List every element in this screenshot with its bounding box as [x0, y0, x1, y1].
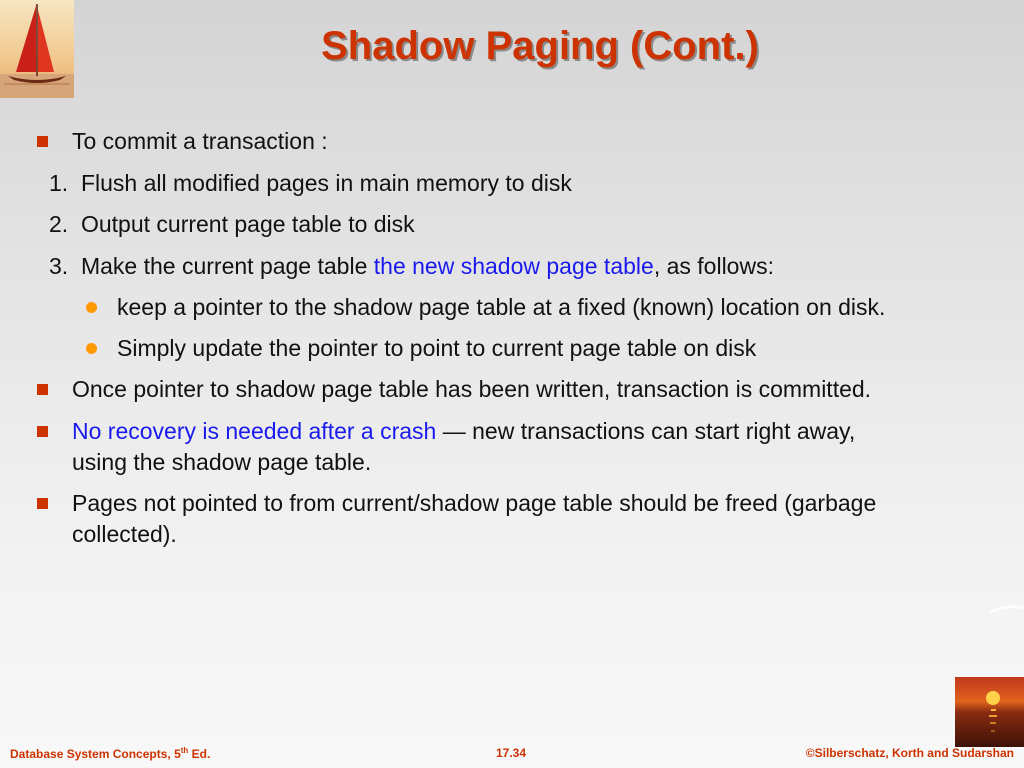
item-number: 1.: [49, 170, 69, 196]
item-number: 3.: [49, 253, 69, 279]
square-bullet-icon: [37, 426, 48, 437]
bullet-text-continued: using the shadow page table.: [72, 449, 372, 475]
bullet-text-rest: — new transactions can start right away,: [436, 418, 856, 444]
bullet-text-continued: collected).: [72, 521, 177, 547]
swoosh-decoration-icon: [990, 600, 1024, 620]
item-text: , as follows:: [653, 253, 774, 279]
footer-edition-sup: th: [180, 746, 189, 755]
square-bullet-icon: [37, 498, 48, 509]
highlighted-text: the new shadow page table: [373, 253, 654, 279]
item-text: Make the current page table: [80, 253, 374, 279]
footer-book-title: Database System Concepts, 5: [10, 747, 181, 761]
footer-copyright: ©Silberschatz, Korth and Sudarshan: [805, 746, 1014, 760]
numbered-item: [49, 252, 774, 280]
item-text: Flush all modified pages in main memory to disk: [80, 170, 572, 196]
item-text: Output current page table to disk: [80, 211, 415, 237]
sunset-logo-icon: [955, 677, 1024, 747]
round-bullet-icon: [86, 343, 97, 354]
highlighted-text: No recovery is needed after a crash: [72, 418, 437, 444]
bullet-text: To commit a transaction :: [72, 128, 328, 154]
slide-number: 17.34: [496, 746, 527, 760]
numbered-item: [49, 169, 572, 197]
bullet-text: [72, 417, 855, 445]
slide-title: Shadow Paging (Cont.): [321, 24, 759, 68]
sub-bullet-text: Simply update the pointer to point to current page table on disk: [117, 335, 757, 361]
sub-bullet-text: keep a pointer to the shadow page table at a fixed (known) location on disk.: [117, 294, 886, 320]
square-bullet-icon: [37, 136, 48, 147]
item-number: 2.: [49, 211, 69, 237]
round-bullet-icon: [86, 302, 97, 313]
bullet-text: Pages not pointed to from current/shadow page table should be freed (garbage: [72, 490, 877, 516]
bullet-text: Once pointer to shadow page table has been written, transaction is committed.: [72, 376, 872, 402]
footer-left: [10, 746, 210, 761]
numbered-item: [49, 210, 415, 238]
footer-edition-end: Ed.: [188, 747, 211, 761]
square-bullet-icon: [37, 384, 48, 395]
